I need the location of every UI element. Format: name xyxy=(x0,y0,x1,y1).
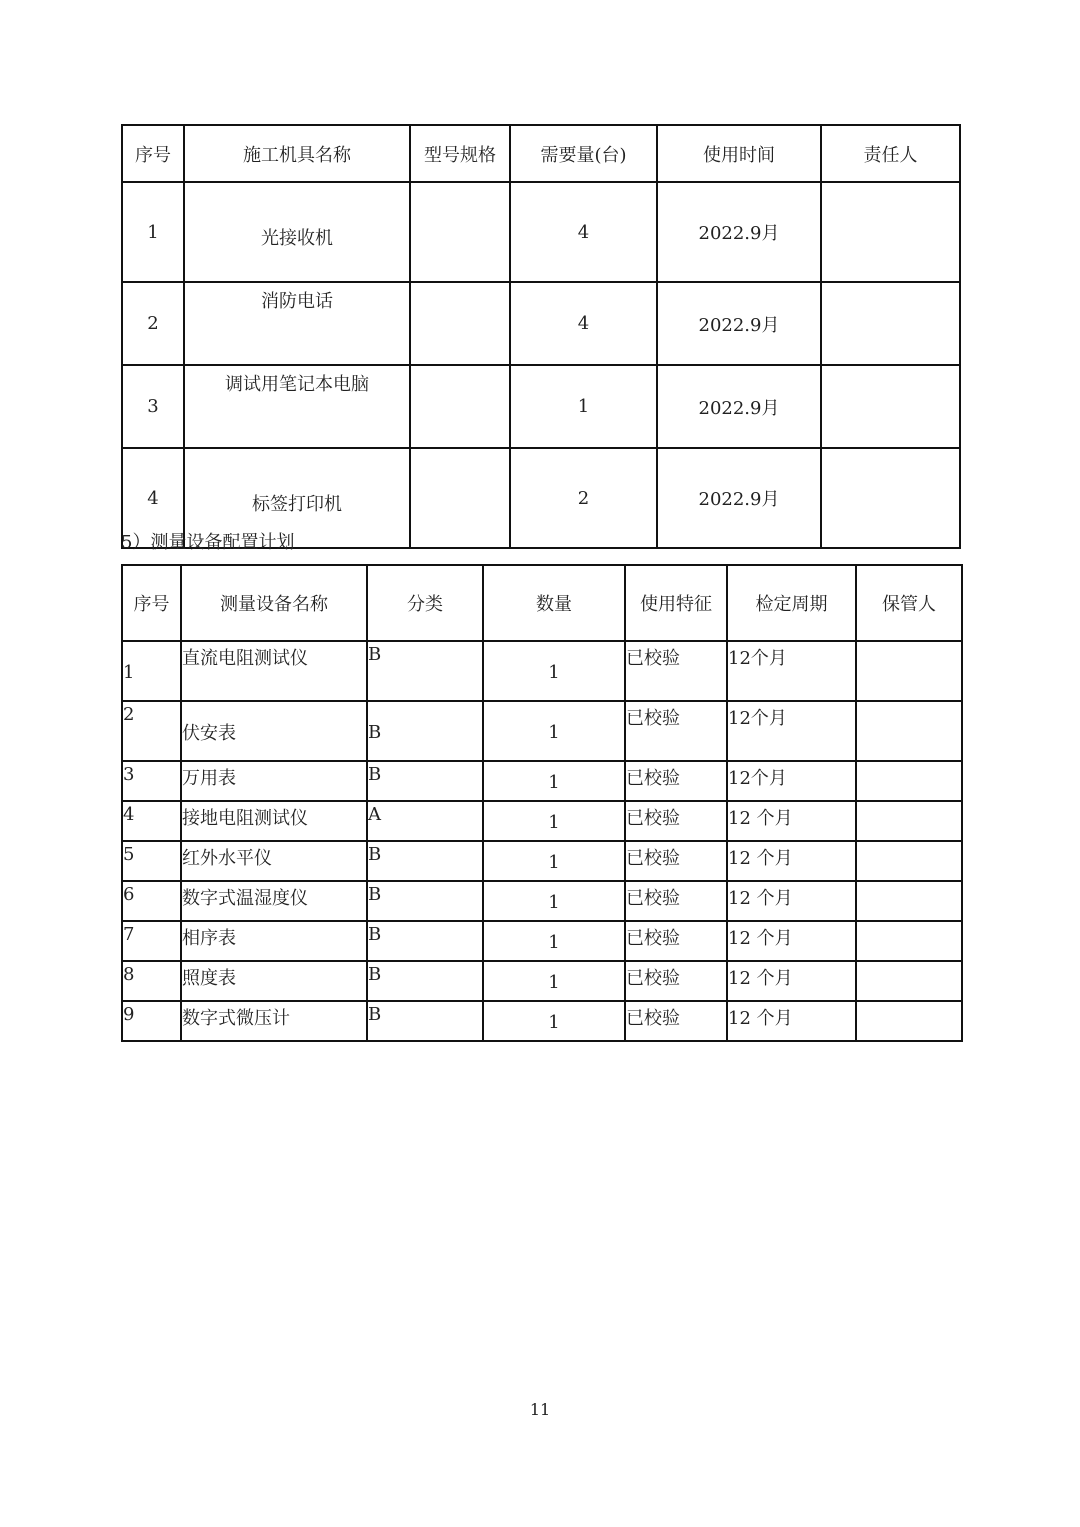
row-number: 7 xyxy=(122,921,181,961)
meter-qty: 1 xyxy=(483,761,625,801)
meter-period: 12个月 xyxy=(727,641,856,701)
tool-model xyxy=(410,365,510,448)
meter-class: B xyxy=(367,961,483,1001)
meter-period: 12 个月 xyxy=(727,1001,856,1041)
header-cell: 检定周期 xyxy=(727,565,856,641)
header-cell: 保管人 xyxy=(856,565,962,641)
row-number: 4 xyxy=(122,448,184,548)
meter-name: 相序表 xyxy=(181,921,367,961)
meter-qty: 1 xyxy=(483,961,625,1001)
tool-person xyxy=(821,182,960,282)
table-row xyxy=(122,701,962,761)
row-number: 3 xyxy=(122,365,184,448)
tool-time: 2022.9月 xyxy=(657,365,821,448)
meter-keeper xyxy=(856,1001,962,1041)
meter-period: 12个月 xyxy=(727,701,856,761)
header-cell: 序号 xyxy=(122,125,184,182)
meter-keeper xyxy=(856,801,962,841)
tool-model xyxy=(410,282,510,365)
header-cell: 使用特征 xyxy=(625,565,727,641)
tool-name: 光接收机 xyxy=(184,182,410,282)
header-cell: 施工机具名称 xyxy=(184,125,410,182)
header-cell: 数量 xyxy=(483,565,625,641)
meter-class: B xyxy=(367,881,483,921)
meter-feature: 已校验 xyxy=(625,801,727,841)
meter-qty: 1 xyxy=(483,921,625,961)
table-row xyxy=(122,841,962,881)
meter-period: 12 个月 xyxy=(727,921,856,961)
meter-qty: 1 xyxy=(483,841,625,881)
page-number: 11 xyxy=(529,1400,551,1419)
row-number: 2 xyxy=(122,282,184,365)
meter-feature: 已校验 xyxy=(625,641,727,701)
tool-qty: 1 xyxy=(510,365,657,448)
tools-header-row xyxy=(122,125,960,182)
meter-class: B xyxy=(367,841,483,881)
tool-model xyxy=(410,448,510,548)
tool-name: 标签打印机 xyxy=(184,448,410,548)
meter-period: 12 个月 xyxy=(727,961,856,1001)
meter-qty: 1 xyxy=(483,801,625,841)
row-number: 9 xyxy=(122,1001,181,1041)
table-row xyxy=(122,1001,962,1041)
table-row xyxy=(122,182,960,282)
meter-keeper xyxy=(856,921,962,961)
tool-person xyxy=(821,282,960,365)
table-row xyxy=(122,961,962,1001)
meter-qty: 1 xyxy=(483,1001,625,1041)
meter-class: B xyxy=(367,701,483,761)
row-number: 3 xyxy=(122,761,181,801)
meter-period: 12 个月 xyxy=(727,801,856,841)
meter-name: 红外水平仪 xyxy=(181,841,367,881)
meter-name: 数字式温湿度仪 xyxy=(181,881,367,921)
table-row xyxy=(122,881,962,921)
meter-period: 12 个月 xyxy=(727,841,856,881)
row-number: 5 xyxy=(122,841,181,881)
tools-table xyxy=(121,124,961,549)
meter-name: 直流电阻测试仪 xyxy=(181,641,367,701)
tool-time: 2022.9月 xyxy=(657,182,821,282)
tool-time: 2022.9月 xyxy=(657,448,821,548)
meter-feature: 已校验 xyxy=(625,761,727,801)
tool-name: 调试用笔记本电脑 xyxy=(184,365,410,448)
meter-keeper xyxy=(856,961,962,1001)
meter-name: 万用表 xyxy=(181,761,367,801)
tool-person xyxy=(821,365,960,448)
meter-keeper xyxy=(856,761,962,801)
meter-name: 伏安表 xyxy=(181,701,367,761)
tool-time: 2022.9月 xyxy=(657,282,821,365)
section-title: 5）测量设备配置计划 xyxy=(121,532,295,553)
table-row xyxy=(122,761,962,801)
meter-class: B xyxy=(367,641,483,701)
header-cell: 序号 xyxy=(122,565,181,641)
meter-name: 照度表 xyxy=(181,961,367,1001)
meter-feature: 已校验 xyxy=(625,1001,727,1041)
meter-class: A xyxy=(367,801,483,841)
meter-feature: 已校验 xyxy=(625,701,727,761)
row-number: 1 xyxy=(122,641,181,701)
tool-qty: 2 xyxy=(510,448,657,548)
table-row xyxy=(122,282,960,365)
meter-name: 接地电阻测试仪 xyxy=(181,801,367,841)
meter-qty: 1 xyxy=(483,881,625,921)
header-cell: 型号规格 xyxy=(410,125,510,182)
header-cell: 分类 xyxy=(367,565,483,641)
meter-keeper xyxy=(856,701,962,761)
tool-qty: 4 xyxy=(510,282,657,365)
meter-period: 12个月 xyxy=(727,761,856,801)
meter-feature: 已校验 xyxy=(625,921,727,961)
meter-keeper xyxy=(856,641,962,701)
header-cell: 责任人 xyxy=(821,125,960,182)
header-cell: 使用时间 xyxy=(657,125,821,182)
row-number: 1 xyxy=(122,182,184,282)
meter-class: B xyxy=(367,761,483,801)
meters-table xyxy=(121,564,963,1042)
meter-name: 数字式微压计 xyxy=(181,1001,367,1041)
meter-keeper xyxy=(856,841,962,881)
meter-keeper xyxy=(856,881,962,921)
table-row xyxy=(122,641,962,701)
meter-period: 12 个月 xyxy=(727,881,856,921)
meter-class: B xyxy=(367,1001,483,1041)
row-number: 2 xyxy=(122,701,181,761)
meter-qty: 1 xyxy=(483,701,625,761)
row-number: 8 xyxy=(122,961,181,1001)
meters-header-row xyxy=(122,565,962,641)
row-number: 6 xyxy=(122,881,181,921)
meter-class: B xyxy=(367,921,483,961)
row-number: 4 xyxy=(122,801,181,841)
tool-qty: 4 xyxy=(510,182,657,282)
table-row xyxy=(122,365,960,448)
header-cell: 需要量(台) xyxy=(510,125,657,182)
meter-feature: 已校验 xyxy=(625,841,727,881)
meter-qty: 1 xyxy=(483,641,625,701)
tool-person xyxy=(821,448,960,548)
header-cell: 测量设备名称 xyxy=(181,565,367,641)
meter-feature: 已校验 xyxy=(625,881,727,921)
table-row xyxy=(122,921,962,961)
meter-feature: 已校验 xyxy=(625,961,727,1001)
table-row xyxy=(122,801,962,841)
tool-model xyxy=(410,182,510,282)
tool-name: 消防电话 xyxy=(184,282,410,365)
